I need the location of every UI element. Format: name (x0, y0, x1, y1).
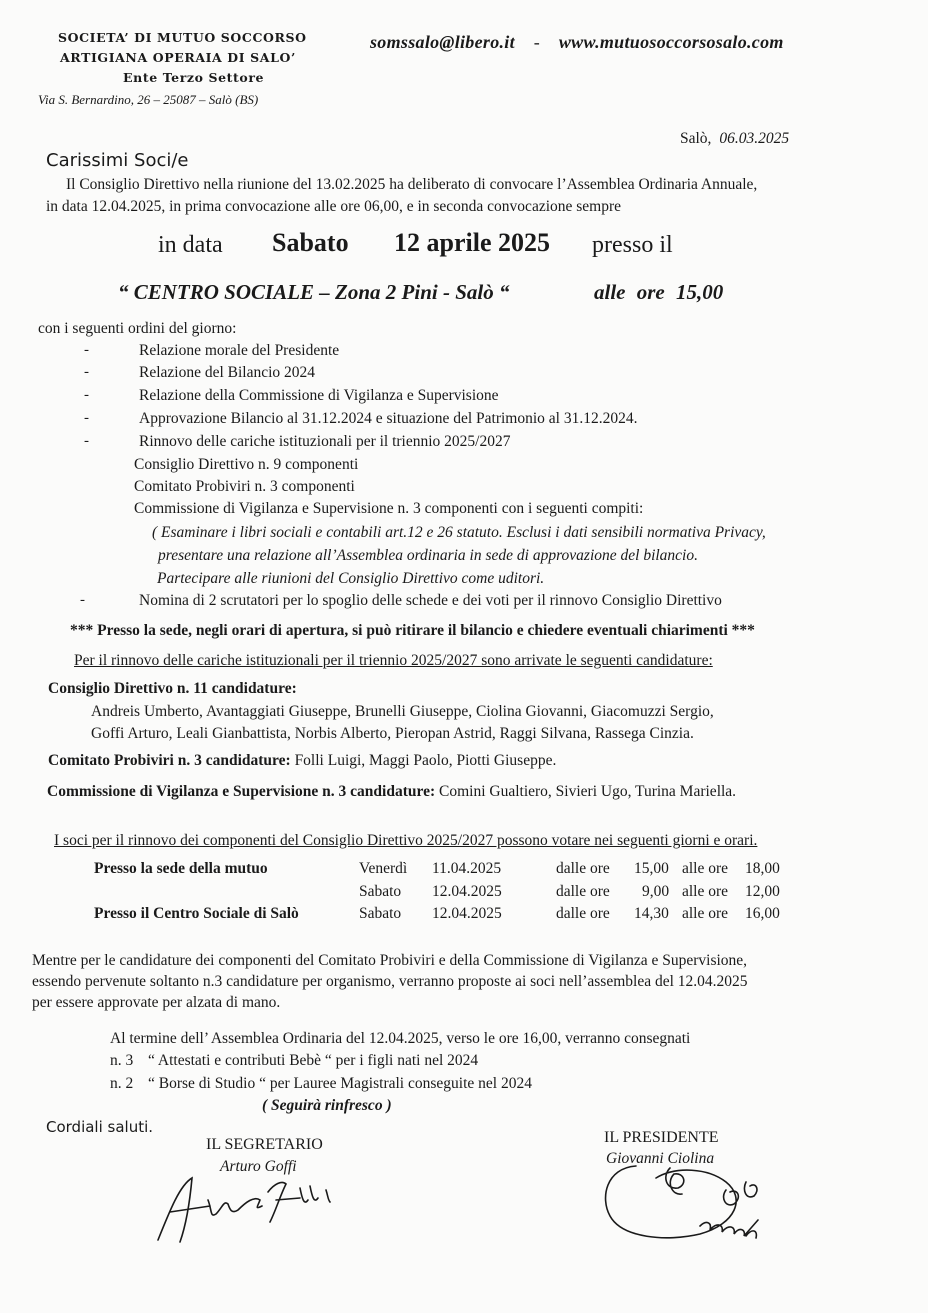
agenda-item: Relazione della Commissione di Vigilanza e Supervisione (139, 387, 499, 404)
meeting-in-data: in data (158, 232, 223, 258)
agenda-subitem: Consiglio Direttivo n. 9 componenti (134, 456, 359, 473)
date-place: Salò, (680, 130, 712, 147)
task-line: presentare una relazione all’Assemblea ordinaria in sede di approvazione del bilancio. (158, 547, 698, 564)
voting-to-label: alle ore (682, 883, 729, 900)
voting-day: Sabato (359, 883, 402, 900)
refreshment-note: ( Seguirà rinfresco ) (262, 1097, 392, 1114)
vigilanza-line (47, 783, 736, 801)
bullet-dash: - (84, 387, 89, 403)
voting-place: Presso la sede della mutuo (94, 860, 268, 877)
voting-from-time: 14,30 (634, 905, 669, 922)
voting-to-label: alle ore (682, 860, 729, 877)
president-name: Giovanni Ciolina (606, 1150, 715, 1167)
candidacies-intro: Per il rinnovo delle cariche istituzionali per il triennio 2025/2027 sono arrivate le seguenti candidature: (74, 652, 713, 669)
meeting-day: Sabato (272, 228, 349, 257)
approval-line2: essendo pervenute soltanto n.3 candidature per organismo, verranno proposte ai soci nell’assemblea del 12.04.2025 (32, 973, 748, 990)
voting-from-label: dalle ore (556, 905, 610, 922)
bullet-dash: - (84, 410, 89, 426)
secretary-signature (150, 1170, 350, 1250)
vigilanza-title: Commissione di Vigilanza e Supervisione n. 3 candidature: (47, 783, 436, 800)
voting-from-time: 15,00 (634, 860, 669, 877)
bullet-dash: - (80, 592, 85, 608)
award-item: “ Borse di Studio “ per Lauree Magistrali conseguite nel 2024 (148, 1075, 532, 1092)
meeting-presso: presso il (592, 232, 673, 258)
vigilanza-names: Comini Gualtiero, Sivieri Ugo, Turina Mariella. (439, 783, 737, 800)
org-address: Via S. Bernardino, 26 – 25087 – Salò (BS) (38, 92, 259, 107)
letter-date (680, 130, 789, 148)
probiviri-title: Comitato Probiviri n. 3 candidature: (48, 752, 291, 769)
agenda-item-last: Nomina di 2 scrutatori per lo spoglio delle schede e dei voti per il rinnovo Consiglio Direttivo (139, 592, 722, 609)
agenda-item: Relazione morale del Presidente (139, 342, 340, 359)
website-link[interactable]: www.mutuosoccorsosalo.com (558, 32, 784, 52)
meeting-location: “ CENTRO SOCIALE – Zona 2 Pini - Salò “ (118, 280, 510, 304)
secretary-name: Arturo Goffi (220, 1158, 297, 1175)
greeting: Carissimi Soci/e (46, 150, 189, 171)
award-item: “ Attestati e contributi Bebè “ per i figli nati nel 2024 (148, 1052, 479, 1069)
meeting-date: 12 aprile 2025 (394, 228, 550, 257)
approval-line3: per essere approvate per alzata di mano. (32, 994, 281, 1011)
award-count: n. 2 (110, 1075, 134, 1092)
voting-to-label: alle ore (682, 905, 729, 922)
president-signature (596, 1138, 796, 1248)
closing: Cordiali saluti. (46, 1118, 154, 1136)
email-link[interactable]: somssalo@libero.it (370, 32, 515, 52)
agenda-item: Rinnovo delle cariche istituzionali per il triennio 2025/2027 (139, 433, 511, 450)
meeting-time: alle ore 15,00 (594, 280, 724, 304)
date-value: 06.03.2025 (719, 130, 790, 147)
intro-line2: in data 12.04.2025, in prima convocazione alle ore 06,00, e in seconda convocazione sempre (46, 198, 622, 215)
voting-from-time: 9,00 (642, 883, 670, 900)
secretary-title: IL SEGRETARIO (206, 1136, 323, 1153)
org-name-line1: SOCIETA’ DI MUTUO SOCCORSO (58, 30, 307, 45)
intro-line1: Il Consiglio Direttivo nella riunione del 13.02.2025 ha deliberato di convocare l’Assemblea Ordinaria Annuale, (66, 176, 758, 193)
org-name-line2: ARTIGIANA OPERAIA DI SALO’ (60, 50, 296, 65)
cd-candidates-line1: Andreis Umberto, Avantaggiati Giuseppe, Brunelli Giuseppe, Ciolina Giovanni, Giacomuzzi Sergio, (91, 703, 714, 720)
voting-date: 11.04.2025 (432, 860, 502, 877)
agenda-item: Approvazione Bilancio al 31.12.2024 e situazione del Patrimonio al 31.12.2024. (139, 410, 638, 427)
agenda-subitem: Comitato Probiviri n. 3 componenti (134, 478, 355, 495)
bullet-dash: - (84, 342, 89, 358)
org-subtitle: Ente Terzo Settore (123, 70, 265, 85)
voting-to-time: 18,00 (745, 860, 780, 877)
voting-date: 12.04.2025 (432, 883, 502, 900)
cd-candidates-line2: Goffi Arturo, Leali Gianbattista, Norbis Alberto, Pieropan Astrid, Raggi Silvana, Rassega Cinzia. (91, 725, 694, 742)
contact-separator: - (533, 32, 541, 52)
agenda-item: Relazione del Bilancio 2024 (139, 364, 316, 381)
bullet-dash: - (84, 364, 89, 380)
notice: *** Presso la sede, negli orari di apertura, si può ritirare il bilancio e chiedere eventuali chiarimenti *** (70, 622, 755, 639)
agenda-intro: con i seguenti ordini del giorno: (38, 320, 237, 337)
agenda-subitem: Commissione di Vigilanza e Supervisione n. 3 componenti con i seguenti compiti: (134, 500, 644, 517)
voting-from-label: dalle ore (556, 883, 610, 900)
voting-to-time: 16,00 (745, 905, 780, 922)
probiviri-names: Folli Luigi, Maggi Paolo, Piotti Giuseppe. (294, 752, 557, 769)
approval-line1: Mentre per le candidature dei componenti del Comitato Probiviri e della Commissione di Vigilanza e Supervisione, (32, 952, 748, 969)
contact-line (370, 32, 784, 53)
probiviri-line (48, 752, 556, 770)
voting-day: Venerdì (359, 860, 408, 877)
award-count: n. 3 (110, 1052, 134, 1069)
president-title: IL PRESIDENTE (604, 1129, 719, 1146)
awards-intro: Al termine dell’ Assemblea Ordinaria del 12.04.2025, verso le ore 16,00, verranno consegnati (110, 1030, 691, 1047)
task-line: Partecipare alle riunioni del Consiglio Direttivo come uditori. (157, 570, 545, 587)
voting-day: Sabato (359, 905, 402, 922)
voting-to-time: 12,00 (745, 883, 780, 900)
voting-place: Presso il Centro Sociale di Salò (94, 905, 299, 922)
task-line: ( Esaminare i libri sociali e contabili art.12 e 26 statuto. Esclusi i dati sensibili normativa Privacy, (152, 524, 766, 541)
bullet-dash: - (84, 433, 89, 449)
voting-from-label: dalle ore (556, 860, 610, 877)
cd-title: Consiglio Direttivo n. 11 candidature: (48, 680, 297, 697)
voting-date: 12.04.2025 (432, 905, 502, 922)
voting-intro: I soci per il rinnovo dei componenti del Consiglio Direttivo 2025/2027 possono votare nei seguenti giorni e orari. (54, 832, 758, 849)
